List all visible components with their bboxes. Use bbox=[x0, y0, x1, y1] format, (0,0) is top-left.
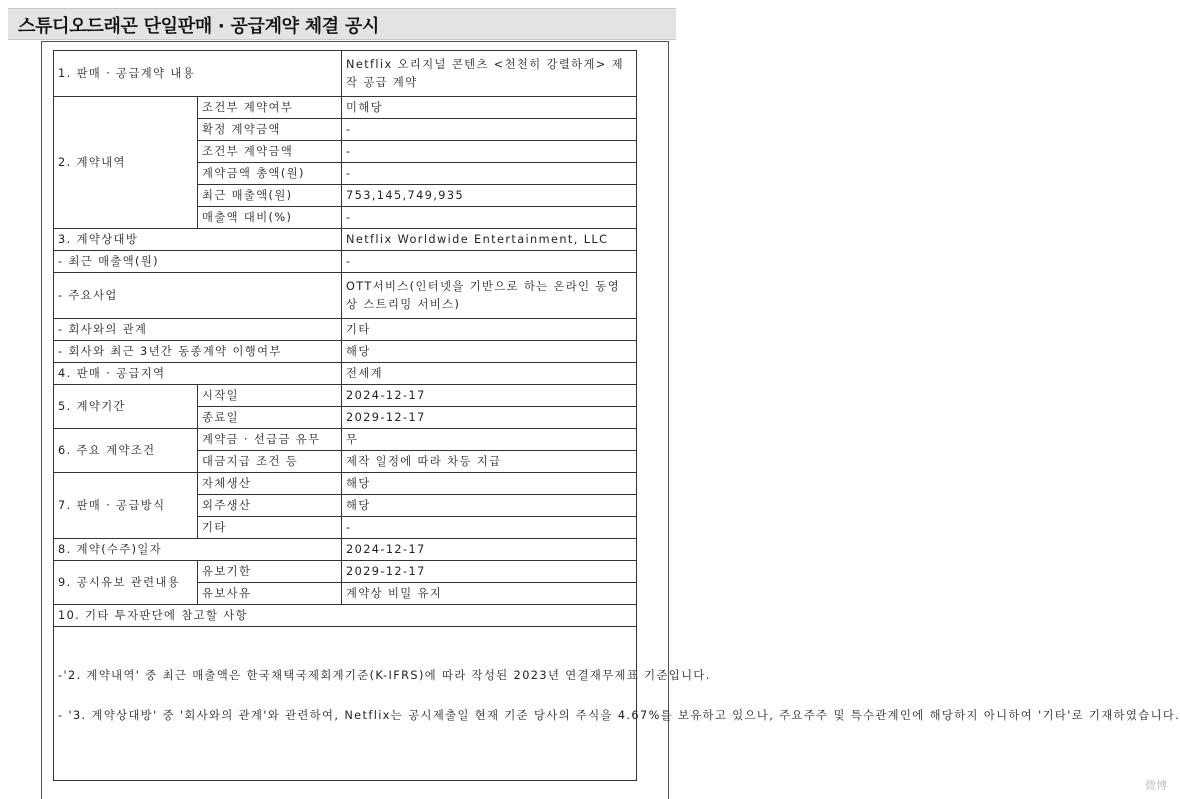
row-label: 6. 주요 계약조건 bbox=[54, 429, 198, 473]
sub-label: 시작일 bbox=[198, 385, 342, 407]
row-value: Netflix Worldwide Entertainment, LLC bbox=[342, 229, 637, 251]
disclosure-table bbox=[53, 50, 1180, 781]
row-value: 전세계 bbox=[342, 363, 637, 385]
row-value: - bbox=[342, 141, 637, 163]
row-value: 기타 bbox=[342, 319, 637, 341]
table-row bbox=[54, 251, 637, 273]
table-row bbox=[54, 363, 637, 385]
sub-label: 대금지급 조건 등 bbox=[198, 451, 342, 473]
row-value: - bbox=[342, 207, 637, 229]
row-value: 해당 bbox=[342, 473, 637, 495]
row-label: - 회사와 최근 3년간 동종계약 이행여부 bbox=[54, 341, 342, 363]
table-row bbox=[54, 319, 637, 341]
row-label: 1. 판매 · 공급계약 내용 bbox=[54, 51, 342, 97]
row-label: 3. 계약상대방 bbox=[54, 229, 342, 251]
row-value: Netflix 오리지널 콘텐츠 <천천히 강렬하게> 제작 공급 계약 bbox=[342, 51, 637, 97]
table-row bbox=[54, 385, 637, 407]
sub-label: 유보기한 bbox=[198, 561, 342, 583]
table-row bbox=[54, 273, 637, 319]
sub-label: 매출액 대비(%) bbox=[198, 207, 342, 229]
row-label: 7. 판매 · 공급방식 bbox=[54, 473, 198, 539]
row-value: 계약상 비밀 유지 bbox=[342, 583, 637, 605]
row-value: - bbox=[342, 163, 637, 185]
row-value: 2024-12-17 bbox=[342, 385, 637, 407]
sub-label: 외주생산 bbox=[198, 495, 342, 517]
sub-label: 최근 매출액(원) bbox=[198, 185, 342, 207]
row-value: OTT서비스(인터넷을 기반으로 하는 온라인 동영상 스트리밍 서비스) bbox=[342, 273, 637, 319]
row-label: - 주요사업 bbox=[54, 273, 342, 319]
row-value: - bbox=[342, 517, 637, 539]
table-row bbox=[54, 429, 637, 451]
title-bar bbox=[8, 8, 676, 40]
sub-label: 조건부 계약금액 bbox=[198, 141, 342, 163]
table-row bbox=[54, 229, 637, 251]
row-label: 5. 계약기간 bbox=[54, 385, 198, 429]
table-row bbox=[54, 51, 637, 97]
note-item: -'2. 계약내역' 중 최근 매출액은 한국채택국제회계기준(K-IFRS)에 따라 작성된 2023년 연결재무제표 기준입니다. bbox=[58, 669, 711, 682]
table-row bbox=[54, 605, 637, 627]
row-label: - 회사와의 관계 bbox=[54, 319, 342, 341]
sub-label: 자체생산 bbox=[198, 473, 342, 495]
sub-label: 조건부 계약여부 bbox=[198, 97, 342, 119]
sub-label: 유보사유 bbox=[198, 583, 342, 605]
note-item: - '3. 계약상대방' 중 '회사와의 관계'와 관련하여, Netflix는 공시제출일 현재 기준 당사의 주식을 4.67%를 보유하고 있으나, 주요주주 및 특수관계인에 해당하지 아니하여 '기타'로 기재하였습니다. bbox=[58, 709, 1180, 722]
row-value: 미해당 bbox=[342, 97, 637, 119]
row-label: 4. 판매 · 공급지역 bbox=[54, 363, 342, 385]
sub-label: 종료일 bbox=[198, 407, 342, 429]
row-value: 제작 일정에 따라 차등 지급 bbox=[342, 451, 637, 473]
row-value: 2029-12-17 bbox=[342, 407, 637, 429]
table-row bbox=[54, 341, 637, 363]
row-label: 8. 계약(수주)일자 bbox=[54, 539, 342, 561]
sub-label: 확정 계약금액 bbox=[198, 119, 342, 141]
row-label: - 최근 매출액(원) bbox=[54, 251, 342, 273]
sub-label: 계약금 · 선급금 유무 bbox=[198, 429, 342, 451]
row-label: 9. 공시유보 관련내용 bbox=[54, 561, 198, 605]
page-title: 스튜디오드래곤 단일판매 · 공급계약 체결 공시 bbox=[18, 16, 380, 37]
row-value: 해당 bbox=[342, 341, 637, 363]
row-value: 해당 bbox=[342, 495, 637, 517]
table-row bbox=[54, 627, 637, 781]
table-row bbox=[54, 539, 637, 561]
notes-cell bbox=[54, 627, 1180, 781]
row-value: 2029-12-17 bbox=[342, 561, 637, 583]
sub-label: 기타 bbox=[198, 517, 342, 539]
row-value: 2024-12-17 bbox=[342, 539, 637, 561]
sub-label: 계약금액 총액(원) bbox=[198, 163, 342, 185]
row-value: - bbox=[342, 119, 637, 141]
row-value: - bbox=[342, 251, 637, 273]
row-value: 무 bbox=[342, 429, 637, 451]
watermark: 微博 bbox=[1145, 779, 1168, 792]
row-value: 753,145,749,935 bbox=[342, 185, 637, 207]
table-row bbox=[54, 473, 637, 495]
row-label: 10. 기타 투자판단에 참고할 사항 bbox=[54, 605, 637, 627]
table-row bbox=[54, 561, 637, 583]
table-row bbox=[54, 97, 637, 119]
row-label: 2. 계약내역 bbox=[54, 97, 198, 229]
